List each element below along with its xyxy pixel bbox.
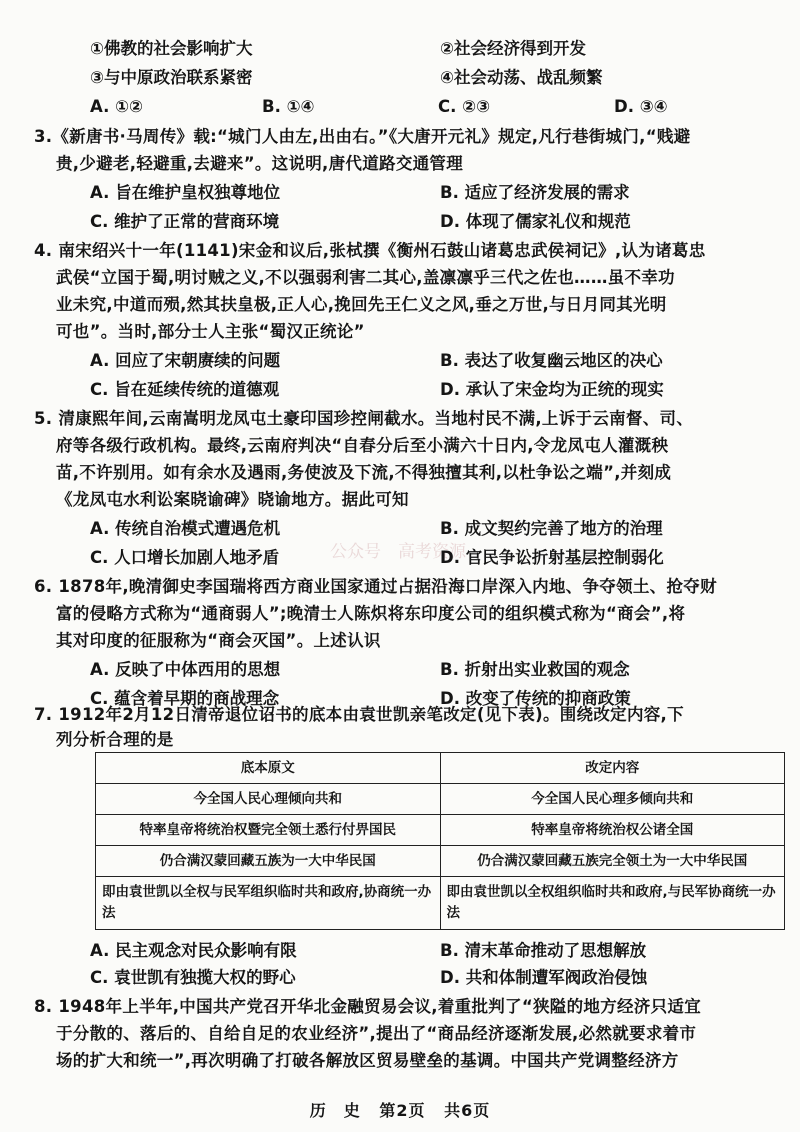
q4-option-b: B. 表达了收复幽云地区的决心: [440, 351, 663, 370]
q5-stem-line-4: 《龙凤屯水利讼案晓谕碑》晓谕地方。据此可知: [56, 490, 409, 509]
q8-stem-line-1: 8. 1948年上半年,中国共产党召开华北金融贸易会议,着重批判了“狭隘的地方经济只适宜: [34, 997, 701, 1016]
table-row: [96, 784, 785, 815]
table-row: [96, 877, 785, 930]
top-choice-c: C. ②③: [438, 97, 491, 116]
footer-page: 第2页: [379, 1101, 426, 1120]
top-choice-d: D. ③④: [614, 97, 668, 116]
footer-subject: 历 史: [309, 1101, 361, 1120]
top-choice-a: A. ①②: [90, 97, 144, 116]
q3-option-d: D. 体现了儒家礼仪和规范: [440, 212, 631, 231]
q3-option-b: B. 适应了经济发展的需求: [440, 183, 630, 202]
q7-stem-line-1: 7. 1912年2月12日清帝退位诏书的底本由袁世凯亲笔改定(见下表)。围绕改定内容,下: [34, 705, 684, 724]
table-cell: 今全国人民心理倾向共和: [96, 784, 441, 815]
q4-stem-line-4: 可也”。当时,部分士人主张“蜀汉正统论”: [56, 322, 365, 341]
top-option-4: ④社会动荡、战乱频繁: [440, 68, 603, 87]
table-cell: 今全国人民心理多倾向共和: [440, 784, 785, 815]
top-option-1: ①佛教的社会影响扩大: [90, 39, 253, 58]
q5-option-d: D. 官民争讼折射基层控制弱化: [440, 548, 664, 567]
q5-option-a: A. 传统自治模式遭遇危机: [90, 519, 281, 538]
q5-option-b: B. 成文契约完善了地方的治理: [440, 519, 663, 538]
q6-stem-line-2: 富的侵略方式称为“通商弱人”;晚清士人陈炽将东印度公司的组织模式称为“商会”,将: [56, 604, 686, 623]
q4-stem-line-2: 武侯“立国于蜀,明讨贼之义,不以强弱利害二其心,盖凛凛乎三代之佐也……虽不幸功: [56, 268, 675, 287]
q8-stem-line-3: 场的扩大和统一”,再次明确了打破各解放区贸易壁垒的基调。中国共产党调整经济方: [56, 1051, 679, 1070]
q6-option-c: C. 蕴含着早期的商战理念: [90, 689, 280, 708]
q7-option-b: B. 清末革命推动了思想解放: [440, 941, 647, 960]
q6-stem-line-3: 其对印度的征服称为“商会灭国”。上述认识: [56, 631, 381, 650]
q8-stem-line-2: 于分散的、落后的、自给自足的农业经济”,提出了“商品经济逐渐发展,必然就要求着市: [56, 1024, 697, 1043]
q3-stem-line-2: 贵,少避老,轻避重,去避来”。这说明,唐代道路交通管理: [56, 154, 464, 173]
q6-option-b: B. 折射出实业救国的观念: [440, 660, 630, 679]
q5-option-c: C. 人口增长加剧人地矛盾: [90, 548, 280, 567]
revision-table: [95, 752, 785, 930]
q7-stem-line-2: 列分析合理的是: [56, 730, 174, 749]
q6-option-a: A. 反映了中体西用的思想: [90, 660, 281, 679]
footer-total: 共6页: [444, 1101, 491, 1120]
q6-option-d: D. 改变了传统的抑商政策: [440, 689, 631, 708]
q4-option-c: C. 旨在延续传统的道德观: [90, 380, 280, 399]
table-cell: 即由袁世凯以全权与民军组织临时共和政府,协商统一办法: [96, 877, 441, 930]
q5-stem-line-1: 5. 清康熙年间,云南嵩明龙凤屯土豪印国珍控闸截水。当地村民不满,上诉于云南督、司、: [34, 409, 694, 428]
q3-option-c: C. 维护了正常的营商环境: [90, 212, 280, 231]
table-header-revised: 改定内容: [440, 753, 785, 784]
q3-option-a: A. 旨在维护皇权独尊地位: [90, 183, 281, 202]
table-row: [96, 846, 785, 877]
q7-option-d: D. 共和体制遭军阀政治侵蚀: [440, 968, 648, 987]
q5-stem-line-3: 苗,不许别用。如有余水及遇雨,务使波及下流,不得独擅其利,以杜争讼之端”,并刻成: [56, 463, 672, 482]
table-cell: 仍合满汉蒙回藏五族为一大中华民国: [96, 846, 441, 877]
table-cell: 特率皇帝将统治权公诸全国: [440, 815, 785, 846]
table-cell: 仍合满汉蒙回藏五族完全领土为一大中华民国: [440, 846, 785, 877]
q4-stem-line-3: 业未究,中道而殒,然其扶皇极,正人心,挽回先王仁义之风,垂之万世,与日月同其光明: [56, 295, 667, 314]
q5-stem-line-2: 府等各级行政机构。最终,云南府判决“自春分后至小满六十日内,令龙凤屯人灌溉秧: [56, 436, 669, 455]
table-header-original: 底本原文: [96, 753, 441, 784]
page-footer: [0, 1098, 800, 1121]
q4-stem-line-1: 4. 南宋绍兴十一年(1141)宋金和议后,张栻撰《衡州石鼓山诸葛忠武侯祠记》,认为诸葛忠: [34, 241, 706, 260]
q4-option-a: A. 回应了宋朝赓续的问题: [90, 351, 281, 370]
watermark: 公众号 高考资源: [330, 542, 466, 562]
q4-option-d: D. 承认了宋金均为正统的现实: [440, 380, 664, 399]
top-option-3: ③与中原政治联系紧密: [90, 68, 253, 87]
q7-option-c: C. 袁世凯有独揽大权的野心: [90, 968, 296, 987]
q6-stem-line-1: 6. 1878年,晚清御史李国瑞将西方商业国家通过占据沿海口岸深入内地、争夺领土、抢夺财: [34, 577, 717, 596]
q7-option-a: A. 民主观念对民众影响有限: [90, 941, 297, 960]
q3-stem-line-1: 3.《新唐书·马周传》载:“城门人由左,出由右。”《大唐开元礼》规定,凡行巷街城门,“贱避: [34, 127, 691, 146]
table-cell: 特率皇帝将统治权暨完全领土悉行付畀国民: [96, 815, 441, 846]
table-cell: 即由袁世凯以全权组织临时共和政府,与民军协商统一办法: [440, 877, 785, 930]
table-row: [96, 815, 785, 846]
top-option-2: ②社会经济得到开发: [440, 39, 586, 58]
top-choice-b: B. ①④: [262, 97, 315, 116]
